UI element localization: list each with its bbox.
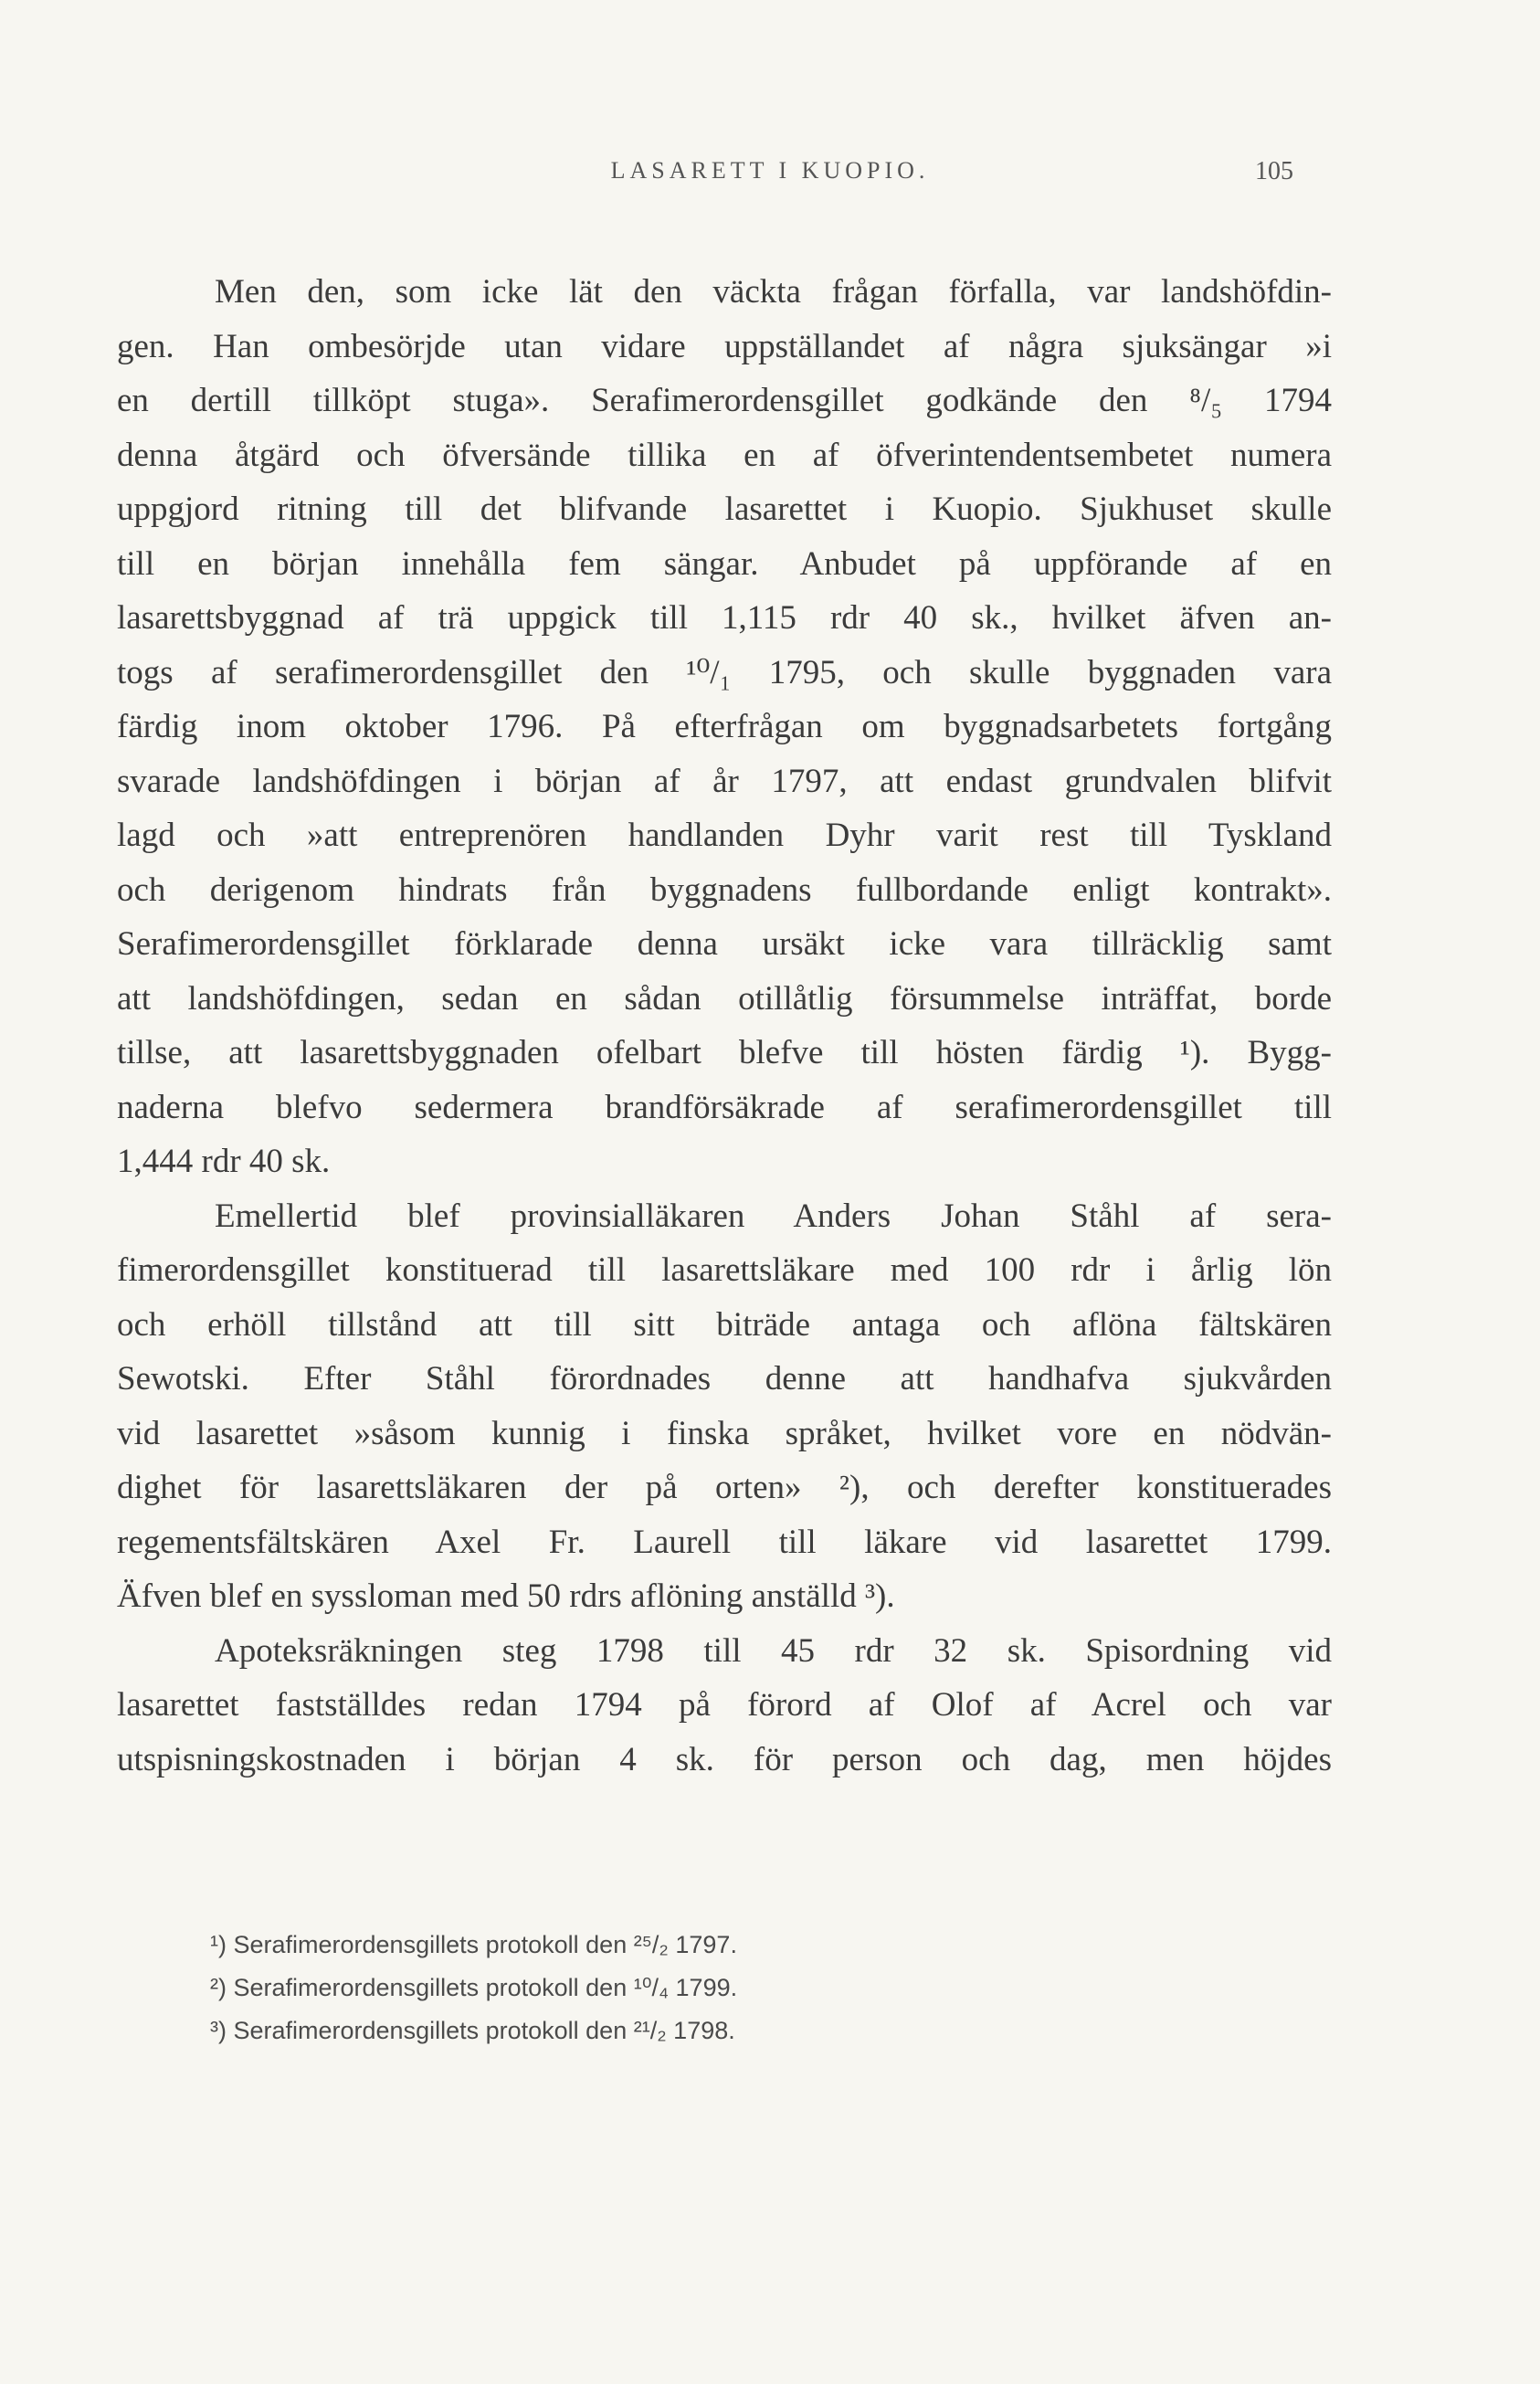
text-line: naderna blefvo sedermera brandförsäkrade af serafimerordensgillet till <box>117 1088 1332 1126</box>
text-line: lasarettet fastställdes redan 1794 på förord af Olof af Acrel och var <box>117 1686 1332 1724</box>
page-number: 105 <box>1255 157 1293 185</box>
body-text <box>117 265 1332 1787</box>
text-line: och derigenom hindrats från byggnadens fullbordande enligt kontrakt». <box>117 870 1332 909</box>
text-line: Apoteksräkningen steg 1798 till 45 rdr 32 sk. Spisordning vid <box>215 1631 1332 1670</box>
text-line: regementsfältskären Axel Fr. Laurell till läkare vid lasarettet 1799. <box>117 1523 1332 1561</box>
text-line: svarade landshöfdingen i början af år 1797, att endast grundvalen blifvit <box>117 762 1332 800</box>
text-line: Emellertid blef provinsialläkaren Anders Johan Ståhl af sera- <box>215 1197 1332 1235</box>
text-line: vid lasarettet »såsom kunnig i finska språket, hvilket vore en nödvän- <box>117 1414 1332 1452</box>
text-line: Äfven blef en syssloman med 50 rdrs aflöning anställd ³). <box>117 1577 895 1615</box>
text-line: togs af serafimerordensgillet den ¹⁰/₁ 1795, och skulle byggnaden vara <box>117 653 1332 691</box>
text-line: lasarettsbyggnad af trä uppgick till 1,115 rdr 40 sk., hvilket äfven an- <box>117 599 1332 637</box>
footnote-2: ²) Serafimerordensgillets protokoll den ¹⁰/₄ 1799. <box>210 1974 738 2001</box>
footnote-3: ³) Serafimerordensgillets protokoll den ²¹/₂ 1798. <box>210 2017 735 2044</box>
text-line: tillse, att lasarettsbyggnaden ofelbart blefve till hösten färdig ¹). Bygg- <box>117 1034 1332 1071</box>
text-line: en dertill tillköpt stuga». Serafimerordensgillet godkände den ⁸/₅ 1794 <box>117 382 1332 419</box>
text-line: uppgjord ritning till det blifvande lasarettet i Kuopio. Sjukhuset skulle <box>117 491 1332 528</box>
text-line: till en början innehålla fem sängar. Anbudet på uppförande af en <box>117 544 1332 583</box>
text-line: Men den, som icke lät den väckta frågan förfalla, var landshöfdin- <box>215 273 1332 311</box>
paragraph-2 <box>117 1189 1332 1624</box>
text-line: 1,444 rdr 40 sk. <box>117 1143 331 1180</box>
text-line: Sewotski. Efter Ståhl förordnades denne att handhafva sjukvården <box>117 1360 1332 1398</box>
footnote-1: ¹) Serafimerordensgillets protokoll den ²⁵/₂ 1797. <box>210 1931 737 1958</box>
text-line: denna åtgärd och öfversände tillika en af öfverintendentsembetet numera <box>117 436 1332 474</box>
running-title: LASARETT I KUOPIO. <box>610 157 930 184</box>
footnotes <box>210 1924 1032 2052</box>
text-line: gen. Han ombesörjde utan vidare uppställandet af några sjuksängar »i <box>117 327 1332 365</box>
text-line: fimerordensgillet konstituerad till lasarettsläkare med 100 rdr i årlig lön <box>117 1251 1332 1289</box>
text-line: lagd och »att entreprenören handlanden Dyhr varit rest till Tyskland <box>117 817 1332 854</box>
text-line: att landshöfdingen, sedan en sådan otillåtlig försummelse inträffat, borde <box>117 979 1332 1018</box>
text-line: färdig inom oktober 1796. På efterfrågan om byggnadsarbetets fortgång <box>117 708 1332 745</box>
text-line: dighet för lasarettsläkaren der på orten» ²), och derefter konstituerades <box>117 1469 1332 1506</box>
text-line: och erhöll tillstånd att till sitt biträde antaga och aflöna fältskären <box>117 1305 1332 1344</box>
paragraph-3 <box>117 1624 1332 1788</box>
paragraph-1 <box>117 265 1332 1189</box>
page-header <box>0 157 1540 194</box>
text-line: Serafimerordensgillet förklarade denna ursäkt icke vara tillräcklig samt <box>117 925 1332 963</box>
text-line: utspisningskostnaden i början 4 sk. för person och dag, men höjdes <box>117 1740 1332 1778</box>
